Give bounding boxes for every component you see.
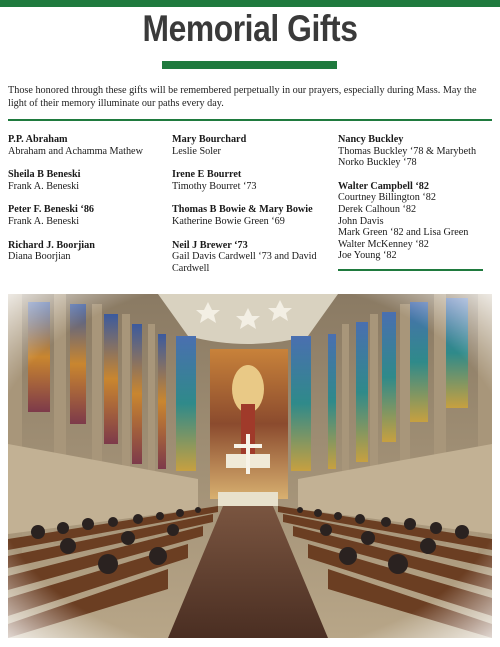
donor-name: Derek Calhoun ‘82	[338, 203, 417, 215]
donor-name: John Davis	[338, 215, 384, 227]
donor-name: Thomas Buckley ‘78 & Marybeth Norko Buckley ‘78	[338, 145, 477, 169]
gift-entry	[172, 169, 322, 192]
honoree-name: Richard J. Boorjian	[8, 239, 95, 251]
gift-column-1	[8, 134, 158, 275]
gift-entry	[8, 240, 158, 263]
donor-name: Abraham and Achamma Mathew	[8, 145, 143, 157]
donor-name: Leslie Soler	[172, 145, 221, 157]
donor-name: Walter McKenney ‘82	[338, 238, 429, 250]
donor-name: Timothy Bourret ‘73	[172, 180, 257, 192]
donor-name: Frank A. Beneski	[8, 215, 80, 227]
gift-column-3	[338, 134, 493, 274]
honoree-name: Peter F. Beneski ‘86	[8, 204, 95, 216]
honoree-name: Sheila B Beneski	[8, 169, 81, 181]
column-end-rule	[338, 269, 483, 271]
donor-name: Courtney Billington ‘82	[338, 192, 436, 204]
intro-paragraph: Those honored through these gifts will be remembered perpetually in our prayers, especially during Mass. May the light of their memory illuminate our paths every day.	[8, 85, 477, 109]
honoree-name: Mary Bourchard	[172, 134, 247, 145]
donor-name: Katherine Bowie Green ‘69	[172, 215, 285, 227]
honoree-name: Neil J Brewer ‘73	[172, 239, 248, 251]
gift-entry	[172, 204, 322, 227]
gift-entry	[8, 134, 158, 157]
donor-name: Gail Davis Cardwell ‘73 and David Cardwell	[172, 251, 317, 274]
gift-entry	[338, 134, 493, 169]
page-title: Memorial Gifts	[142, 8, 358, 49]
honoree-name: Irene E Bourret	[172, 169, 242, 181]
title-underline	[162, 61, 337, 69]
honoree-name: P.P. Abraham	[8, 134, 68, 145]
honoree-name: Nancy Buckley	[338, 134, 404, 145]
honoree-name: Thomas B Bowie & Mary Bowie	[172, 204, 313, 216]
gift-entry	[8, 204, 158, 227]
donor-name: Mark Green ‘82 and Lisa Green	[338, 227, 469, 239]
donor-name: Diana Boorjian	[8, 251, 71, 263]
donor-name: Frank A. Beneski	[8, 180, 80, 192]
gift-entry	[8, 169, 158, 192]
donor-name: Joe Young ‘82	[338, 250, 397, 262]
top-accent-bar	[0, 0, 500, 7]
section-divider	[8, 119, 492, 121]
gift-entry	[172, 240, 322, 275]
honoree-name: Walter Campbell ‘82	[338, 180, 429, 192]
gift-entry	[172, 134, 322, 157]
cathedral-interior-photo	[8, 294, 492, 638]
gift-entry	[338, 181, 493, 262]
gift-column-2	[172, 134, 322, 286]
